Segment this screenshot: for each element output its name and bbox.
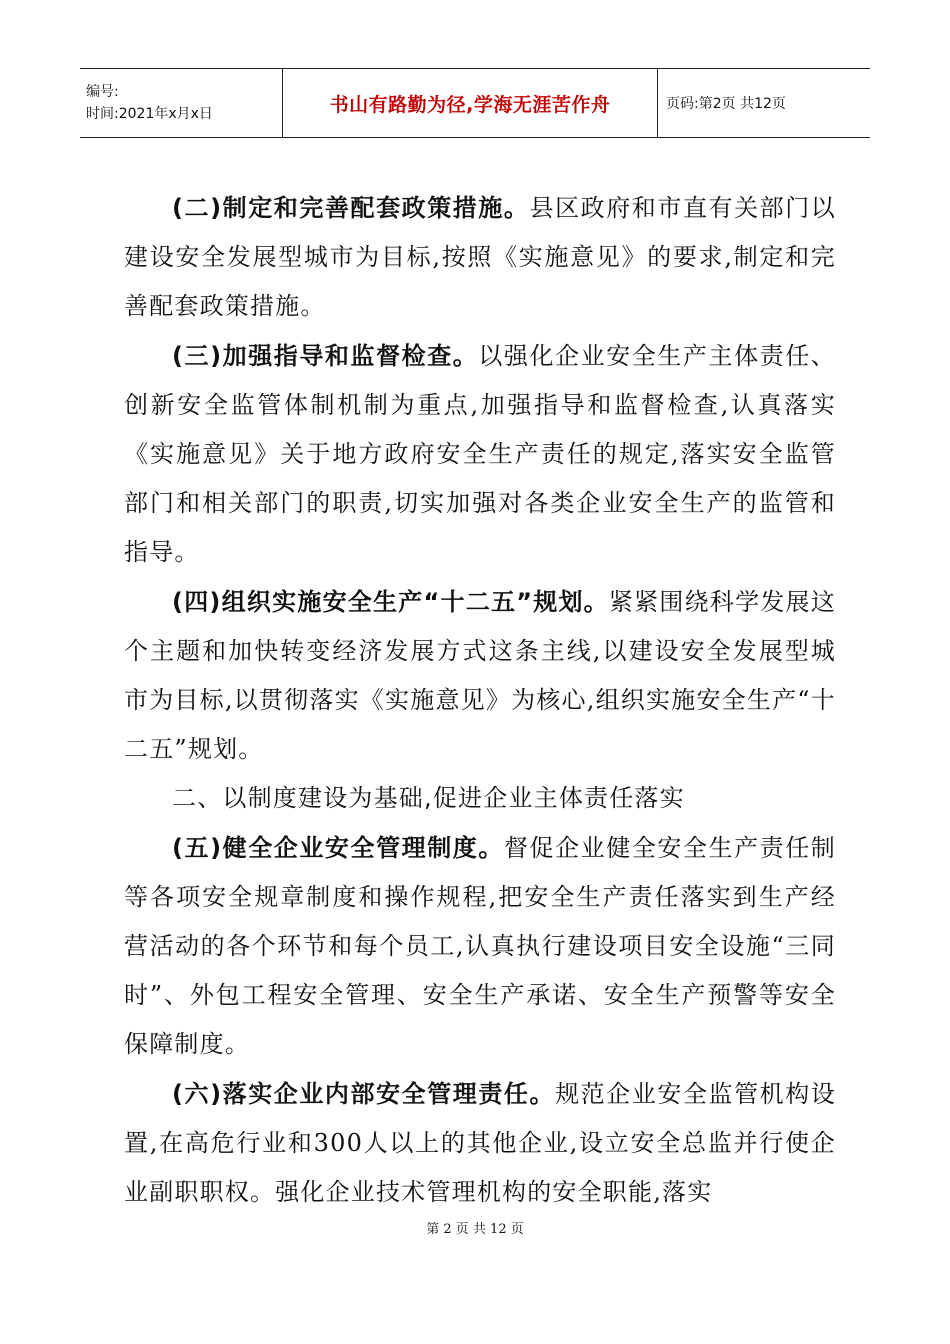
paragraph-heading: (四)组织实施安全生产“十二五”规划。 <box>172 587 609 616</box>
paragraph-text: 以强化企业安全生产主体责任、创新安全监管体制机制为重点,加强指导和监督检查,认真落实《实施意见》关于地方政府安全生产责任的规定,落实安全监管部门和相关部门的职责,切实加强对各类企业安全生产的监管和指导。 <box>124 341 836 567</box>
motto-text: 书山有路勤为径,学海无涯苦作舟 <box>329 93 611 116</box>
paragraph <box>124 184 836 332</box>
header-motto <box>282 69 658 137</box>
paragraph <box>124 1070 836 1218</box>
paragraph-heading: (六)落实企业内部安全管理责任。 <box>172 1079 556 1108</box>
document-body <box>124 184 836 1217</box>
paragraph-heading: (三)加强指导和监督检查。 <box>172 341 479 370</box>
paragraph <box>124 578 836 775</box>
paragraph-heading: (五)健全企业安全管理制度。 <box>172 833 504 862</box>
paragraph-text: 督促企业健全安全生产责任制等各项安全规章制度和操作规程,把安全生产责任落实到生产经营活动的各个环节和每个员工,认真执行建设项目安全设施“三同时”、外包工程安全管理、安全生产承诺、安全生产预警等安全保障制度。 <box>124 833 836 1059</box>
paragraph-text: 紧紧围绕科学发展这个主题和加快转变经济发展方式这条主线,以建设安全发展型城市为目标,以贯彻落实《实施意见》为核心,组织实施安全生产“十二五”规划。 <box>124 587 836 764</box>
paragraph <box>124 332 836 578</box>
section-title: 二、以制度建设为基础,促进企业主体责任落实 <box>172 784 685 813</box>
paragraph-heading: (二)制定和完善配套政策措施。 <box>172 194 530 222</box>
paragraph <box>124 824 836 1070</box>
header-page-info <box>658 69 870 137</box>
document-date: 时间:2021年x月x日 <box>86 106 213 122</box>
paragraph-text: 县区政府和市直有关部门以建设安全发展型城市为目标,按照《实施意见》的要求,制定和完善配套政策措施。 <box>124 194 837 321</box>
header-meta <box>80 69 282 137</box>
page-info-text: 页码:第2页 共12页 <box>666 96 786 112</box>
paragraph-text: 规范企业安全监管机构设置,在高危行业和300人以上的其他企业,设立安全总监并行使企业副职职权。强化企业技术管理机构的安全职能,落实 <box>124 1079 837 1207</box>
document-number-label: 编号: <box>86 84 119 100</box>
document-header <box>80 68 870 138</box>
footer-page-number: 第 2 页 共 12 页 <box>426 1222 524 1237</box>
page-footer <box>0 1218 950 1237</box>
